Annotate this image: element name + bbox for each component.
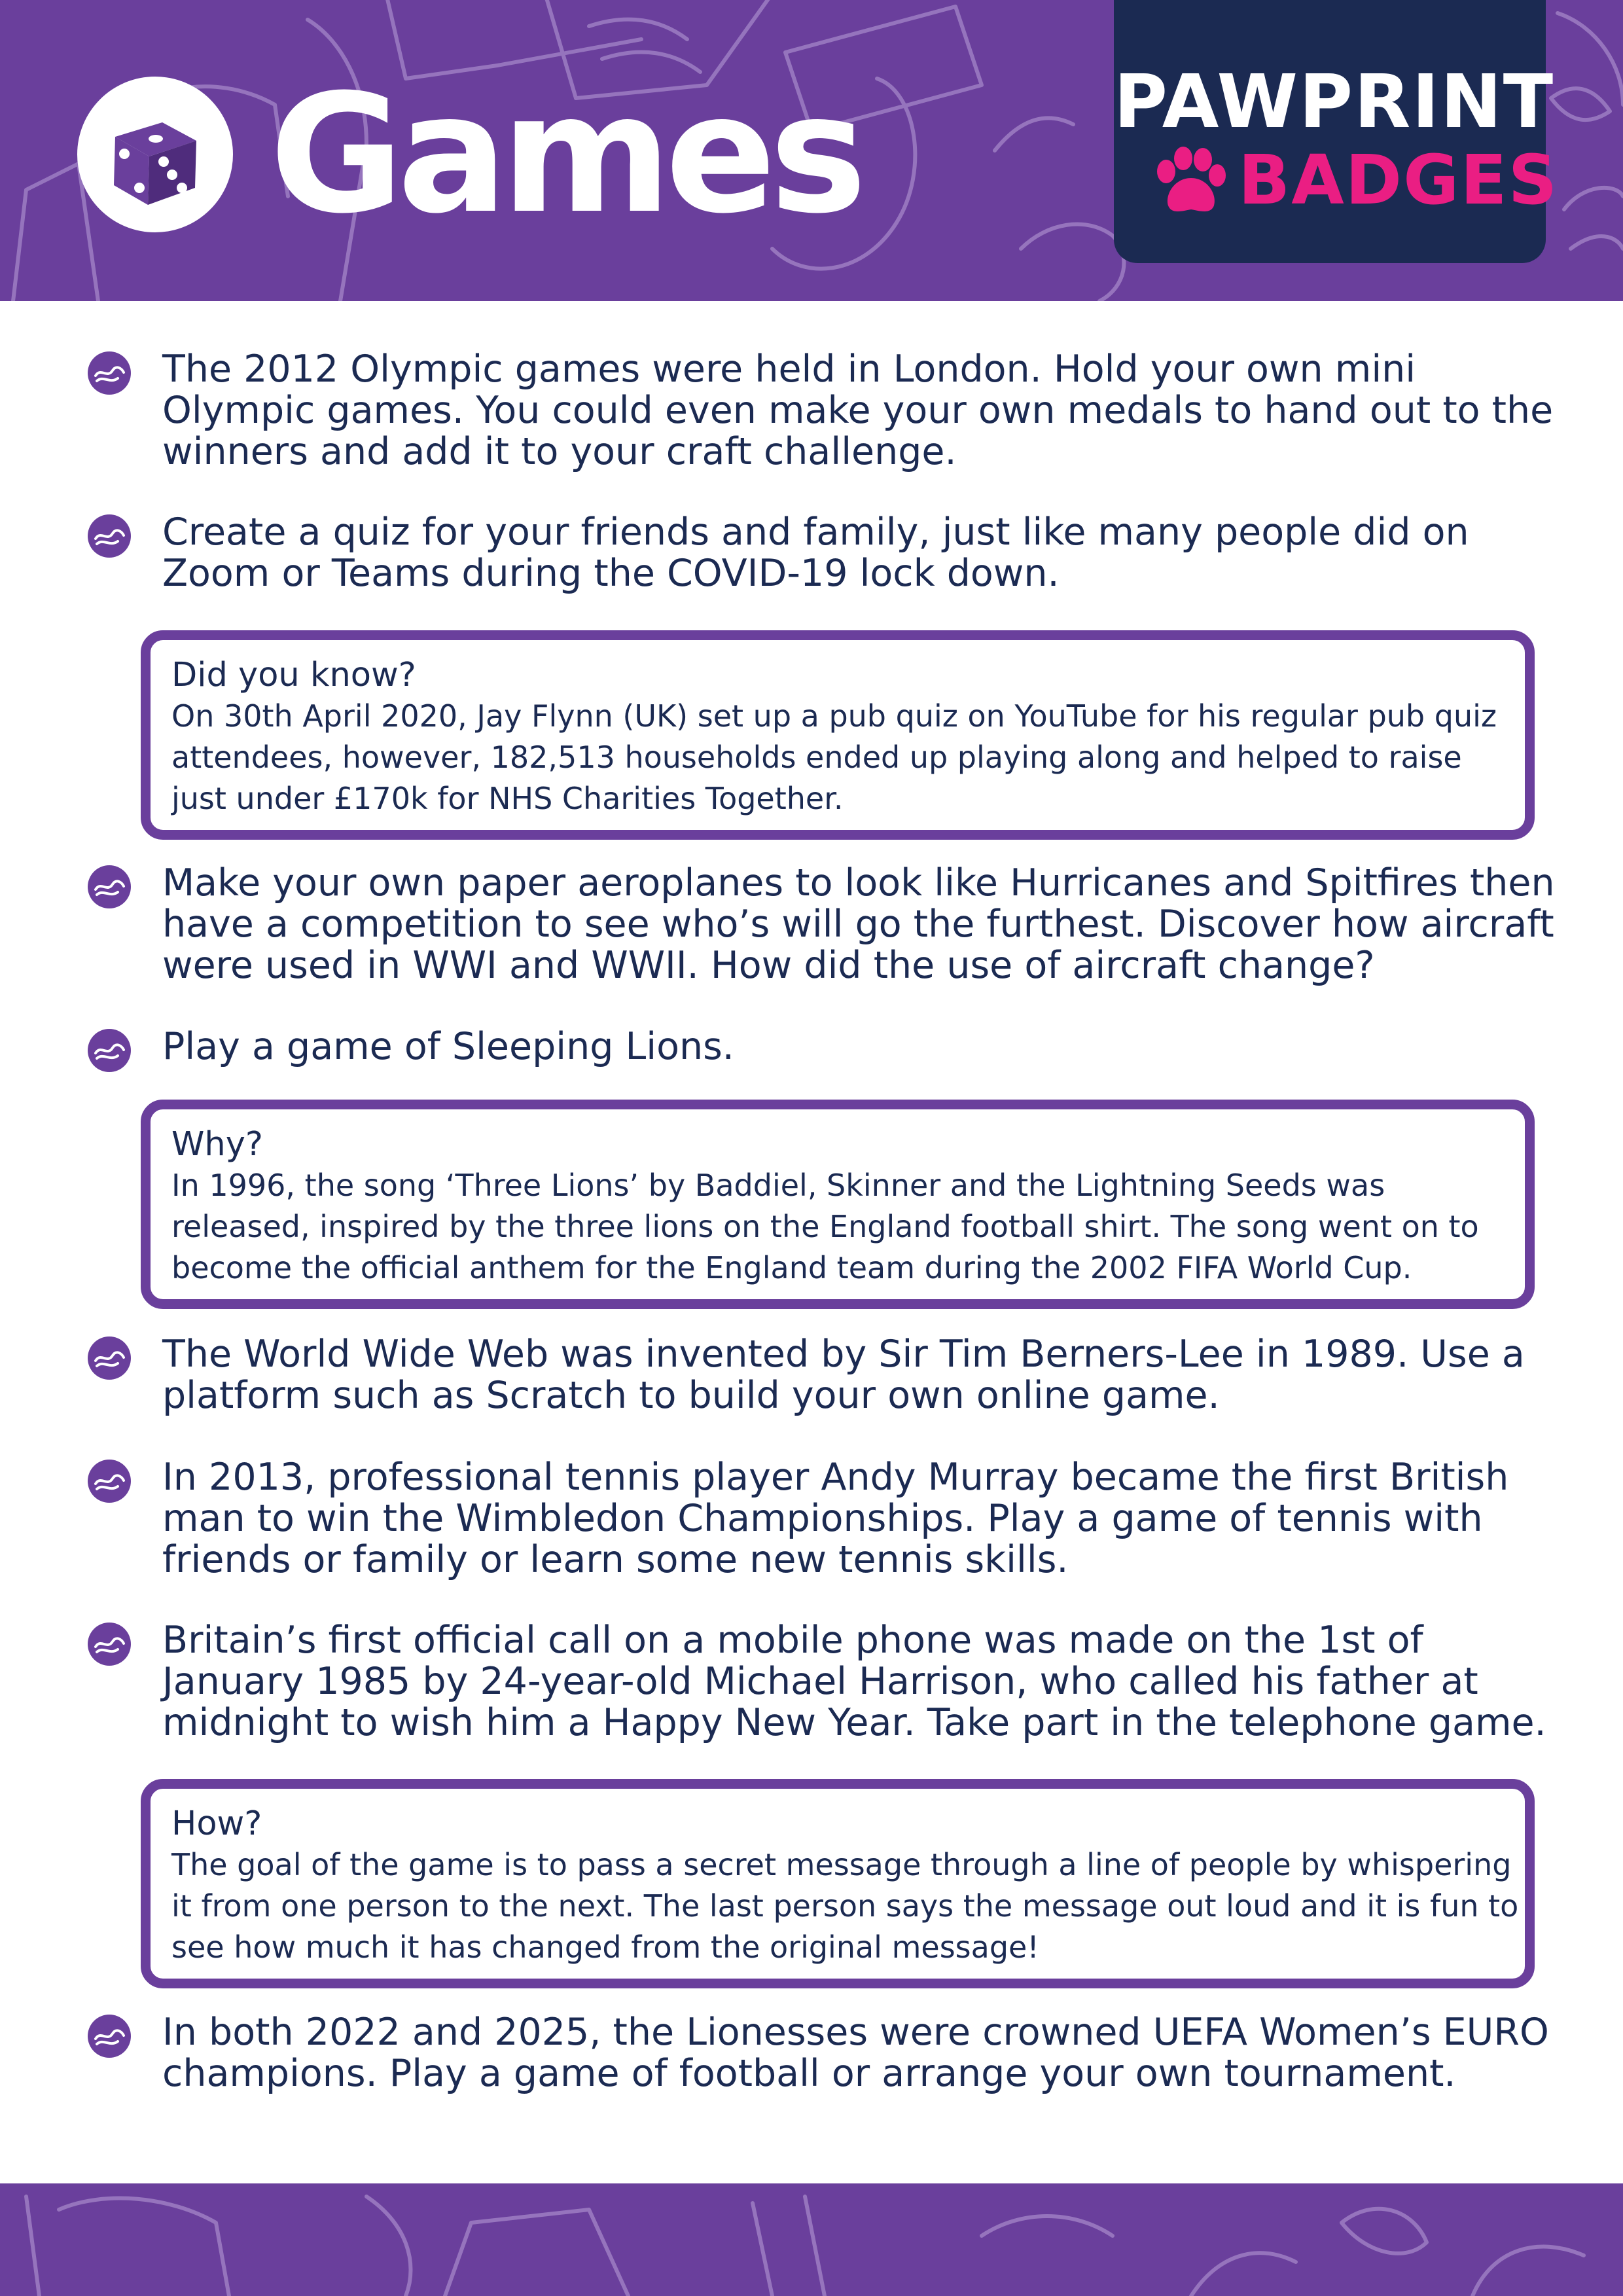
page-header	[0, 0, 1623, 301]
callout-did-you-know	[141, 630, 1535, 840]
list-item-text: In 2013, professional tennis player Andy Murray became the first British man to win the Wimbledon Championships. Play a game of tennis with friends or family or learn some new tennis skills.	[162, 1456, 1509, 1581]
dice-icon	[77, 77, 233, 232]
list-item-text: In both 2022 and 2025, the Lionesses were crowned UEFA Women’s EURO champions. Play a game of football or arrange your own tournament.	[162, 2011, 1549, 2095]
callout-body: On 30th April 2020, Jay Flynn (UK) set up a pub quiz on YouTube for his regular pub quiz attendees, however, 182,513 households ended up playing along and helped to raise just under £170k for NHS Charities Together.	[171, 698, 1497, 816]
poppy-bullet-icon	[85, 863, 134, 911]
logo-line1: PAWPRINT	[1114, 60, 1555, 145]
logo-line2: BADGES	[1238, 140, 1559, 220]
poppy-bullet-icon	[85, 1026, 134, 1075]
callout-why	[141, 1100, 1535, 1309]
callout-how	[141, 1779, 1535, 1988]
callout-heading: Did you know?	[171, 656, 416, 694]
poppy-bullet-icon	[85, 2012, 134, 2060]
callout-body: The goal of the game is to pass a secret message through a line of people by whispering it from one person to the next. The last person says the message out loud and it is fun to see how much it has changed from the original message!	[171, 1847, 1519, 1965]
poppy-bullet-icon	[85, 1334, 134, 1382]
footer-doodle-pattern	[0, 2183, 1623, 2296]
list-item-text: The World Wide Web was invented by Sir Tim Berners-Lee in 1989. Use a platform such as Scratch to build your own online game.	[162, 1333, 1525, 1417]
poppy-bullet-icon	[85, 1620, 134, 1668]
list-item-text: The 2012 Olympic games were held in London. Hold your own mini Olympic games. You could even make your own medals to hand out to the winners and add it to your craft challenge.	[162, 348, 1554, 473]
poppy-bullet-icon	[85, 349, 134, 397]
list-item-text: Play a game of Sleeping Lions.	[162, 1025, 734, 1068]
list-item-text: Britain’s first official call on a mobile phone was made on the 1st of January 1985 by 24-year-old Michael Harrison, who called his father at midnight to wish him a Happy New Year. Take part in the telephone game.	[162, 1619, 1546, 1744]
paw-icon	[1152, 145, 1230, 217]
page-title: Games	[270, 59, 861, 249]
callout-heading: Why?	[171, 1125, 264, 1164]
list-item-text: Create a quiz for your friends and family, just like many people did on Zoom or Teams during the COVID-19 lock down.	[162, 511, 1469, 595]
poppy-bullet-icon	[85, 1457, 134, 1505]
list-item-text: Make your own paper aeroplanes to look like Hurricanes and Spitfires then have a competition to see who’s will go the furthest. Discover how aircraft were used in WWI and WWII. How did the use of aircraft change?	[162, 861, 1555, 987]
page-footer	[0, 2183, 1623, 2296]
poppy-bullet-icon	[85, 512, 134, 560]
pawprint-badges-logo	[1114, 0, 1559, 263]
callout-body: In 1996, the song ‘Three Lions’ by Baddiel, Skinner and the Lightning Seeds was released, inspired by the three lions on the England football shirt. The song went on to become the official anthem for the England team during the 2002 FIFA World Cup.	[171, 1168, 1479, 1285]
callout-heading: How?	[171, 1804, 262, 1843]
